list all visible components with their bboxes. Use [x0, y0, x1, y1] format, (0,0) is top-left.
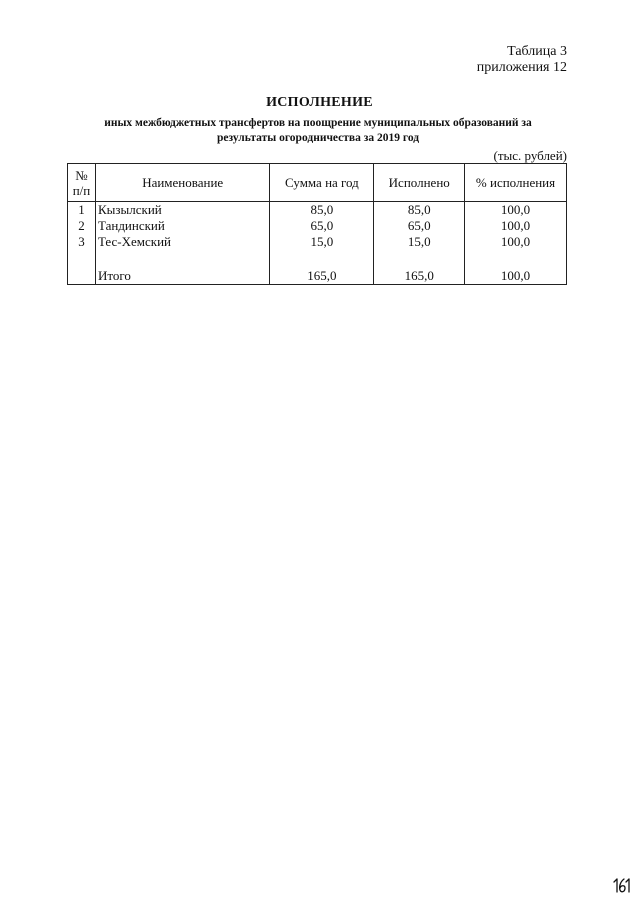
row-sum: 15,0: [270, 234, 374, 250]
row-num: 1: [68, 202, 96, 219]
row-name: Тандинский: [95, 218, 269, 234]
subtitle-line-2: результаты огородничества за 2019 год: [216, 132, 420, 144]
header-pct: % исполнения: [465, 164, 567, 202]
appendix-label: приложения 12: [476, 60, 567, 75]
row-num: 3: [68, 234, 96, 250]
row-num: 2: [68, 218, 96, 234]
row-sum: 85,0: [270, 202, 374, 219]
header-done: Исполнено: [374, 164, 465, 202]
header-sum: Сумма на год: [270, 164, 374, 202]
row-pct: 100,0: [465, 202, 567, 219]
table-reference: [477, 44, 567, 76]
row-pct: 100,0: [465, 234, 567, 250]
row-sum: 65,0: [270, 218, 374, 234]
table-row: [68, 202, 567, 219]
row-done: 15,0: [374, 234, 465, 250]
row-name: Тес-Хемский: [95, 234, 269, 250]
row-pct: 100,0: [465, 218, 567, 234]
table-spacer-row: [68, 250, 567, 268]
document-title: ИСПОЛНЕНИЕ: [266, 95, 373, 110]
table-header-row: [68, 164, 567, 202]
header-name: Наименование: [95, 164, 269, 202]
execution-table: [67, 163, 567, 285]
handwritten-page-number: [612, 876, 632, 894]
header-num-line-1: №: [75, 167, 88, 183]
header-num-line-2: п/п: [72, 182, 91, 198]
document-subtitle: [70, 116, 566, 146]
table-total-row: [68, 268, 567, 285]
total-name: Итого: [95, 268, 269, 285]
total-pct: 100,0: [465, 268, 567, 285]
table-label: Таблица 3: [507, 44, 567, 59]
row-name: Кызылский: [95, 202, 269, 219]
table-row: [68, 234, 567, 250]
page-number-text: 161: [612, 876, 614, 877]
total-sum: 165,0: [270, 268, 374, 285]
header-num: [68, 164, 96, 202]
subtitle-line-1: иных межбюджетных трансфертов на поощрение муниципальных образований за: [104, 117, 532, 129]
total-done: 165,0: [374, 268, 465, 285]
row-done: 65,0: [374, 218, 465, 234]
table-row: [68, 218, 567, 234]
row-done: 85,0: [374, 202, 465, 219]
units-label: (тыс. рублей): [493, 148, 567, 163]
